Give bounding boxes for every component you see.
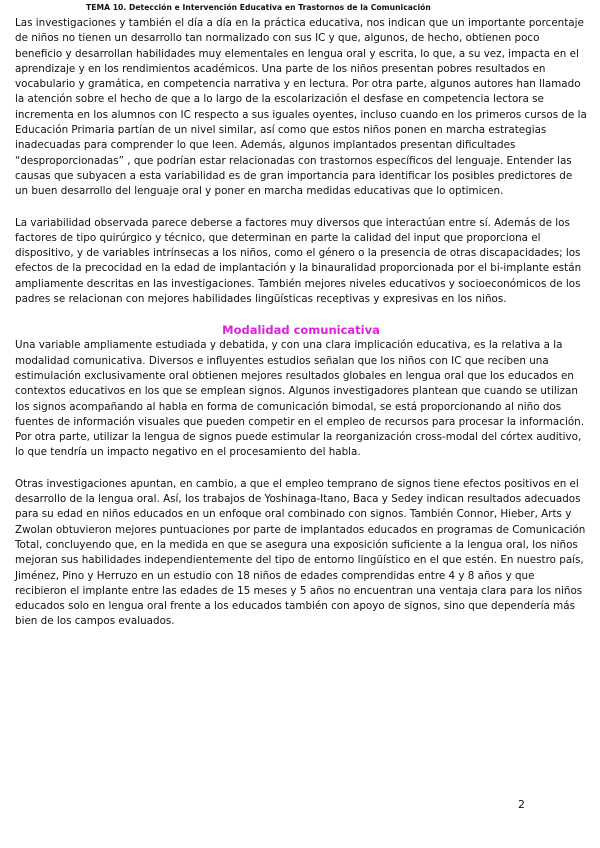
running-header: TEMA 10. Detección e Intervención Educativa en Trastornos de la Comunicación bbox=[86, 3, 431, 12]
paragraph-factors: La variabilidad observada parece deberse a factores muy diversos que interactúan entre sí. Además de los factores de tipo quirúrgico y técnico, que determinan en parte la calidad del input que proporciona el dispositivo, y de variables intrínsecas a los niños, como el género o la presencia de otras discapacidades; los efectos de la precocidad en la edad de implantación y la binauralidad proporcionada por el bi-implante están ampliamente descritas en las investigaciones. También mejores niveles educativos y socioeconómicos de los padres se relacionan con mejores habilidades lingüísticas receptivas y expresivas en los niños. bbox=[15, 216, 582, 306]
paragraph-spacer bbox=[15, 461, 587, 477]
section-heading: Modalidad comunicativa bbox=[222, 323, 380, 338]
paragraph-spacer bbox=[15, 307, 587, 323]
paragraph-variability-intro: Las investigaciones y también el día a día en la práctica educativa, nos indican que un importante porcentaje de niños no tienen un desarrollo tan normalizado con sus IC y que, algunos, de hecho, obtienen poco beneficio y desarrollan habilidades muy elementales en lengua oral y escrita, lo que, a su vez, impacta en el aprendizaje y en los rendimientos académicos. Una parte de los niños presentan pobres resultados en vocabulario y gramática, en competencia narrativa y en lectura. Por otra parte, algunos autores han llamado la atención sobre el hecho de que a lo largo de la escolarización el desfase en competencia lectora se incrementa en los alumnos con IC respecto a sus iguales oyentes, incluso cuando en los primeros cursos de la Educación Primaria partían de un nivel similar, así como que estos niños ponen en marcha estrategias inadecuadas para comprender lo que leen. Además, algunos implantados presentan dificultades “desproporcionadas” , que podrían estar relacionadas con trastornos específicos del lenguaje. Entender las causas que subyacen a esta variabilidad es de gran importancia para identificar los posibles predictores de un buen desarrollo del lenguaje oral y poner en marcha medidas educativas que lo optimicen. bbox=[15, 17, 587, 198]
paragraph-communicative-mode: Una variable ampliamente estudiada y debatida, y con una clara implicación educativa, es la relativa a la modalidad comunicativa. Diversos e influyentes estudios señalan que los niños con IC que reciben una estimulación exclusivamente oral obtienen mejores resultados globales en lengua oral que los educados en contextos educativos en los que se emplean signos. Algunos investigadores plantean que cuando se utilizan los signos acompañando al habla en forma de comunicación bimodal, se está proporcionando al niño dos fuentes de información visuales que pueden competir en el empleo de recursos para procesar la información. Por otra parte, utilizar la lengua de signos puede estimular la reorganización cross-modal del córtex auditivo, lo que tendría un impacto negativo en el procesamiento del habla. bbox=[15, 339, 584, 459]
page-number: 2 bbox=[518, 798, 525, 811]
document-body bbox=[15, 16, 587, 630]
paragraph-other-research: Otras investigaciones apuntan, en cambio, a que el empleo temprano de signos tiene efectos positivos en el desarrollo de la lengua oral. Así, los trabajos de Yoshinaga-Itano, Baca y Sedey indican resultados adecuados para su edad en niños educados en un enfoque oral combinado con signos. También Connor, Hieber, Arts y Zwolan obtuvieron mejores puntuaciones por parte de implantados educados en programas de Comunicación Total, concluyendo que, en la medida en que se asegura una exposición suficiente a la lengua oral, los niños mejoran sus habilidades independientemente del tipo de entorno lingüístico en el que estén. En nuestro país, Jiménez, Pino y Herruzo en un estudio con 18 niños de edades comprendidas entre 4 y 8 años y que recibieron el implante entre las edades de 15 meses y 5 años no encuentran una ventaja clara para los niños educados solo en lengua oral frente a los educados también con apoyo de signos, sino que dependería más bien de los campos evaluados. bbox=[15, 477, 586, 628]
paragraph-spacer bbox=[15, 200, 587, 216]
